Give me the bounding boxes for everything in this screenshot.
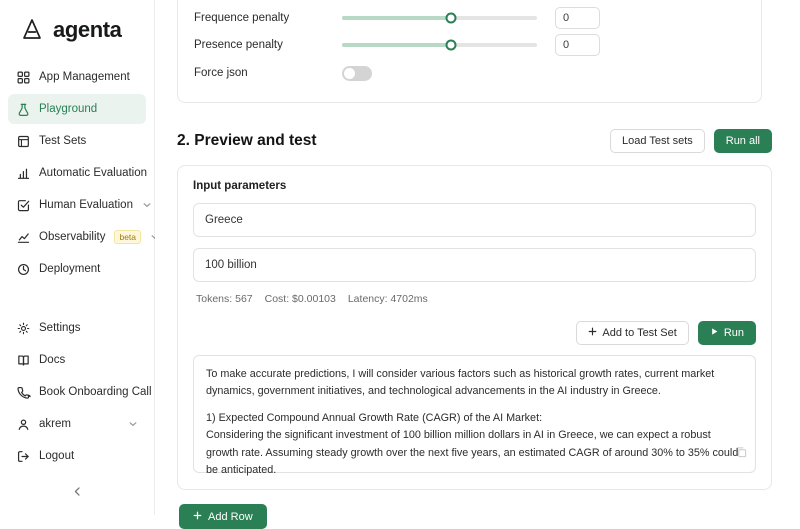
gear-icon (16, 321, 30, 335)
output-paragraph: 1) Expected Compound Annual Growth Rate (CAGR) of the AI Market: (206, 411, 543, 424)
sidebar-item-label: Deployment (39, 263, 101, 275)
sidebar-item-account[interactable] (8, 409, 146, 439)
run-label: Run (723, 327, 744, 339)
agenta-logo-icon (18, 16, 46, 44)
sidebar-item-logout[interactable] (8, 441, 146, 471)
sidebar-item-settings[interactable] (8, 313, 146, 343)
cost-metric: Cost: $0.00103 (264, 293, 336, 305)
sidebar-item-label: App Management (39, 71, 130, 83)
run-button[interactable] (698, 321, 756, 345)
sidebar-item-label: Human Evaluation (39, 199, 133, 211)
sidebar-item-book-onboarding-call[interactable] (8, 377, 152, 407)
sidebar-item-label: Book Onboarding Call (39, 386, 152, 398)
load-test-sets-button[interactable]: Load Test sets (610, 129, 705, 153)
user-icon (16, 417, 30, 431)
parameter-row-presence-penalty (194, 31, 745, 58)
parameter-label: Frequence penalty (194, 11, 290, 24)
parameter-label: Presence penalty (194, 38, 283, 51)
sidebar-item-playground[interactable] (8, 94, 146, 124)
add-to-test-set-button[interactable] (576, 321, 688, 345)
sidebar-item-label: Automatic Evaluation (39, 167, 148, 179)
input-field-amount[interactable]: 100 billion (193, 248, 756, 282)
sidebar-item-label: Playground (39, 103, 98, 115)
rocket-icon (16, 262, 30, 276)
add-row-container (177, 504, 778, 529)
frequence-penalty-value[interactable]: 0 (555, 7, 600, 29)
add-row-button[interactable] (179, 504, 267, 529)
metrics-row (196, 293, 756, 305)
sidebar-collapse-row (8, 473, 146, 509)
presence-penalty-value[interactable]: 0 (555, 34, 600, 56)
sidebar-item-test-sets[interactable] (8, 126, 146, 156)
toggle-knob (344, 68, 355, 79)
database-icon (16, 134, 30, 148)
input-parameters-heading: Input parameters (193, 180, 287, 192)
output-text-area[interactable] (193, 355, 756, 477)
sidebar-bottom-nav (0, 313, 154, 515)
chart-icon (16, 166, 30, 180)
sidebar-item-label: Settings (39, 322, 81, 334)
run-actions-row (193, 321, 756, 345)
tokens-metric: Tokens: 567 (196, 293, 253, 305)
sidebar (0, 0, 155, 515)
sidebar-item-label: Test Sets (39, 135, 87, 147)
sidebar-item-label: Observability (39, 231, 106, 243)
sidebar-item-label: Docs (39, 354, 66, 366)
chevron-down-icon (128, 419, 138, 429)
slider-track (342, 43, 537, 47)
sidebar-item-deployment[interactable] (8, 254, 146, 284)
output-paragraph: To make accurate predictions, I will consider various factors such as historical growth rates, current market dynamics, government initiatives, and technological advancements in the AI industry in Greece. (206, 368, 715, 398)
slider-fill (342, 43, 451, 47)
sidebar-item-label: akrem (39, 418, 71, 430)
check-square-icon (16, 198, 30, 212)
preview-and-test-header (177, 129, 772, 153)
slider-track (342, 16, 537, 20)
frequence-penalty-slider[interactable] (342, 16, 537, 20)
sidebar-item-automatic-evaluation[interactable] (8, 158, 146, 188)
plus-icon (193, 511, 202, 523)
play-icon (710, 327, 719, 339)
sidebar-item-human-evaluation[interactable] (8, 190, 146, 220)
beta-badge: beta (114, 230, 141, 244)
logout-icon (16, 449, 30, 463)
book-icon (16, 353, 30, 367)
slider-handle[interactable] (446, 12, 457, 23)
flask-icon (16, 102, 30, 116)
presence-penalty-slider[interactable] (342, 43, 537, 47)
sidebar-nav (0, 62, 154, 284)
add-row-label: Add Row (208, 510, 253, 523)
sidebar-item-docs[interactable] (8, 345, 146, 375)
run-all-button[interactable]: Run all (714, 129, 772, 153)
phone-icon (16, 385, 30, 399)
section-actions (610, 129, 772, 153)
preview-card (177, 165, 772, 490)
parameter-label: Force json (194, 67, 248, 79)
latency-metric: Latency: 4702ms (347, 293, 428, 305)
force-json-toggle[interactable] (342, 66, 372, 81)
chevron-down-icon (142, 200, 152, 210)
slider-fill (342, 16, 451, 20)
parameters-card (177, 0, 762, 103)
sidebar-item-observability[interactable] (8, 222, 146, 252)
brand-name: agenta (53, 17, 122, 42)
chevron-left-icon[interactable] (66, 480, 88, 502)
parameter-row-frequence-penalty (194, 4, 745, 31)
line-chart-icon (16, 230, 30, 244)
brand[interactable] (0, 0, 154, 58)
slider-handle[interactable] (446, 39, 457, 50)
sidebar-item-app-management[interactable] (8, 62, 146, 92)
sidebar-item-label: Logout (39, 450, 75, 462)
page-title: 2. Preview and test (177, 132, 317, 149)
main-content (155, 0, 800, 523)
parameter-row-force-json (194, 58, 745, 88)
output-paragraph: Considering the significant investment of 100 billion million dollars in AI in Greece, we can expect a robust growth rate. Assuming steady growth over the next five years, an estimated CAGR of around 30% to 35% could be anticipated. (206, 429, 739, 477)
grid-icon (16, 70, 30, 84)
copy-icon[interactable] (735, 446, 747, 464)
input-field-country[interactable]: Greece (193, 203, 756, 237)
plus-icon (588, 327, 597, 339)
add-to-test-set-label: Add to Test Set (602, 327, 677, 339)
